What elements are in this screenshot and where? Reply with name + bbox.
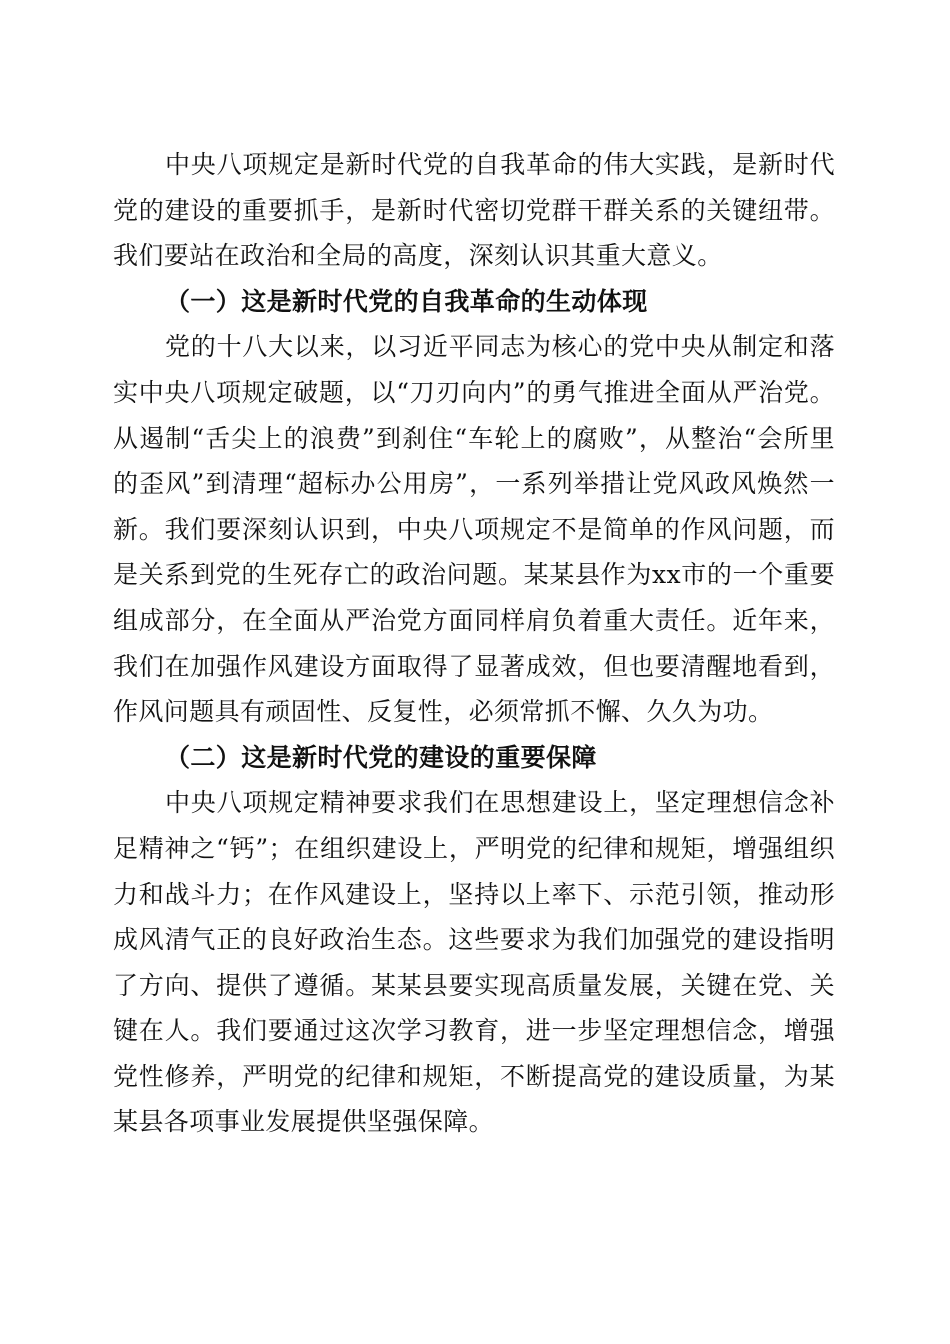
- section-2-paragraph: 中央八项规定精神要求我们在思想建设上，坚定理想信念补足精神之“钙”；在组织建设上，严明党的纪律和规矩，增强组织力和战斗力；在作风建设上，坚持以上率下、示范引领，推动形成风清气正的良好政治生态。这些要求为我们加强党的建设指明了方向、提供了遵循。某某县要实现高质量发展，关键在党、关键在人。我们要通过这次学习教育，进一步坚定理想信念，增强党性修养，严明党的纪律和规矩，不断提高党的建设质量，为某某县各项事业发展提供坚强保障。: [113, 788, 835, 1137]
- section-heading-1: （一）这是新时代党的自我革命的生动体现: [165, 286, 648, 316]
- section-heading-2: （二）这是新时代党的建设的重要保障: [165, 742, 597, 772]
- document-body: [113, 142, 835, 1145]
- section-1-paragraph: 党的十八大以来，以习近平同志为核心的党中央从制定和落实中央八项规定破题，以“刀刃向内”的勇气推进全面从严治党。从遏制“舌尖上的浪费”到刹住“车轮上的腐败”，从整治“会所里的歪风”到清理“超标办公用房”，一系列举措让党风政风焕然一新。我们要深刻认识到，中央八项规定不是简单的作风问题，而是关系到党的生死存亡的政治问题。某某县作为xx市的一个重要组成部分，在全面从严治党方面同样肩负着重大责任。近年来，我们在加强作风建设方面取得了显著成效，但也要清醒地看到，作风问题具有顽固性、反复性，必须常抓不懈、久久为功。: [113, 332, 835, 727]
- intro-paragraph: 中央八项规定是新时代党的自我革命的伟大实践，是新时代党的建设的重要抓手，是新时代密切党群干群关系的关键纽带。我们要站在政治和全局的高度，深刻认识其重大意义。: [113, 150, 835, 271]
